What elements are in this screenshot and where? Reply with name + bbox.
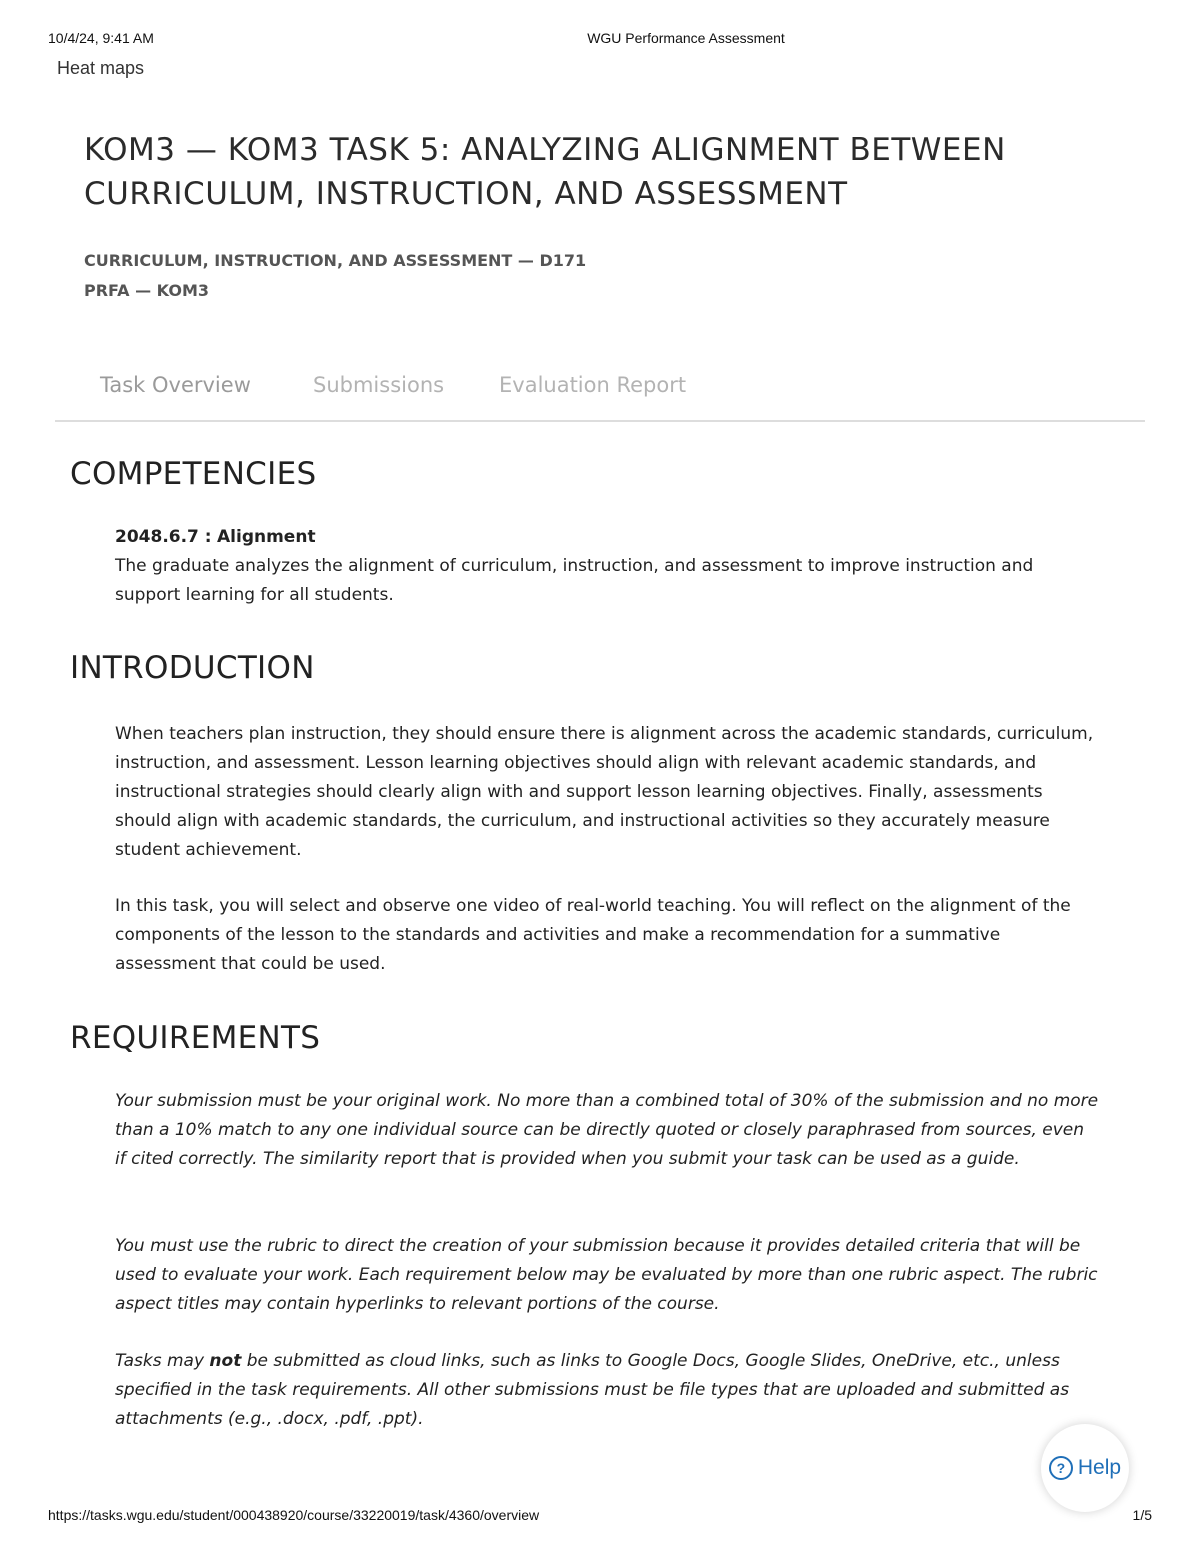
tab-submissions[interactable]: Submissions [313, 373, 445, 397]
requirements-paragraph-1: Your submission must be your original work. No more than a combined total of 30% of the submission and no more than a 10% match to any one individual source can be directly quoted or closely paraphrased from sources, even if cited correctly. The similarity report that is provided when you submit your task can be used as a guide. [115, 1091, 1099, 1169]
question-circle-icon: ? [1049, 1456, 1073, 1480]
task-title: KOM3 — KOM3 TASK 5: ANALYZING ALIGNMENT BETWEEN CURRICULUM, INSTRUCTION, AND ASSESSMENT [84, 132, 1006, 212]
course-name: CURRICULUM, INSTRUCTION, AND ASSESSMENT — D171 [84, 251, 587, 270]
task-tabs [55, 352, 1145, 422]
print-page-number: 1/5 [1132, 1507, 1152, 1523]
print-url: https://tasks.wgu.edu/student/000438920/course/33220019/task/4360/overview [48, 1507, 540, 1523]
tab-task-overview[interactable]: Task Overview [100, 373, 251, 397]
course-info [84, 246, 586, 306]
print-page-title: WGU Performance Assessment [587, 30, 785, 46]
requirements-paragraph-3 [115, 1347, 1100, 1434]
competency-code: 2048.6.7 : [115, 527, 212, 547]
tab-evaluation-report[interactable]: Evaluation Report [499, 373, 687, 397]
print-date: 10/4/24, 9:41 AM [48, 30, 154, 46]
competencies-heading: COMPETENCIES [70, 456, 317, 492]
requirements-paragraph-2: You must use the rubric to direct the creation of your submission because it provides detailed criteria that will be used to evaluate your work. Each requirement below may be evaluated by more than one rubric aspect. The rubric aspect titles may contain hyperlinks to relevant portions of the course. [115, 1236, 1098, 1314]
introduction-paragraph-1: When teachers plan instruction, they should ensure there is alignment across the academic standards, curriculum, instruction, and assessment. Lesson learning objectives should align with relevant academic standards, and instructional strategies should clearly align with and support lesson learning objectives. Finally, assessments should align with academic standards, the curriculum, and instructional activities so they accurately measure student achievement. [115, 724, 1094, 860]
competency-title [115, 523, 1100, 552]
print-footer [0, 1507, 1200, 1525]
competency-name: Alignment [217, 527, 316, 547]
competency-description: The graduate analyzes the alignment of curriculum, instruction, and assessment to improve instruction and support learning for all students. [115, 556, 1034, 605]
requirements-p3-start: Tasks may [115, 1351, 210, 1371]
help-label: Help [1077, 1456, 1122, 1479]
assessment-code: PRFA — KOM3 [84, 281, 209, 300]
introduction-heading: INTRODUCTION [70, 650, 315, 686]
requirements-heading: REQUIREMENTS [70, 1020, 321, 1056]
requirements-p3-end: be submitted as cloud links, such as links to Google Docs, Google Slides, OneDrive, etc., unless specified in the task requirements. All other submissions must be file types that are uploaded and submitted as attachments (e.g., .docx, .pdf, .ppt). [115, 1351, 1070, 1429]
requirements-p3-emphasis: not [209, 1351, 242, 1371]
print-header [0, 30, 1200, 50]
help-button[interactable] [1041, 1424, 1129, 1512]
heatmaps-link[interactable]: Heat maps [57, 58, 145, 78]
introduction-paragraph-2: In this task, you will select and observe one video of real-world teaching. You will reflect on the alignment of the components of the lesson to the standards and activities and make a recommendation for a summative assessment that could be used. [115, 896, 1071, 974]
